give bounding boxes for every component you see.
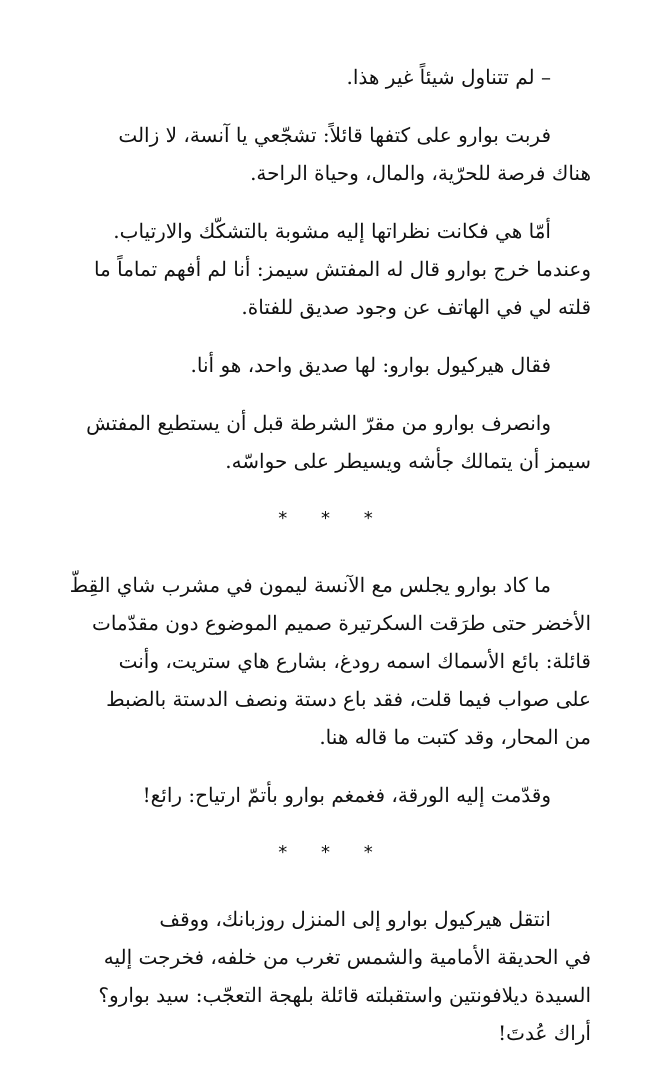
text-line: ما كاد بوارو يجلس مع الآنسة ليمون في مشرب شاي القِطّ [69, 573, 551, 597]
paragraph-6 [60, 566, 591, 756]
paragraph-3 [60, 212, 591, 326]
text-line: فربت بوارو على كتفها قائلاً: تشجّعي يا آنسة، لا زالت [118, 123, 551, 147]
section-separator: * * * [278, 508, 387, 529]
text-line: السيدة ديلافونتين واستقبلته قائلة بلهجة التعجّب: سيد بوارو؟ [98, 983, 591, 1007]
paragraph-8 [60, 900, 591, 1052]
text-line: من المحار، وقد كتبت ما قاله هنا. [319, 725, 591, 749]
text-line: فقال هيركيول بوارو: لها صديق واحد، هو أنا. [190, 353, 551, 377]
section-separator: * * * [278, 842, 387, 863]
text-line: أمّا هي فكانت نظراتها إليه مشوبة بالتشكّك والارتياب. [113, 219, 551, 243]
text-line: وقدّمت إليه الورقة، فغمغم بوارو بأتمّ ارتياح: رائع! [142, 783, 551, 807]
text-line: وانصرف بوارو من مقرّ الشرطة قبل أن يستطيع المفتش [86, 411, 551, 435]
text-line: سيمز أن يتمالك جأشه ويسيطر على حواسّه. [225, 449, 591, 473]
text-line: على صواب فيما قلت، فقد باع دستة ونصف الدستة بالضبط [106, 687, 591, 711]
text-line: قائلة: بائع الأسماك اسمه رودغ، بشارع هاي ستريت، وأنت [118, 649, 591, 673]
paragraph-2 [60, 116, 591, 192]
paragraph-1 [60, 58, 591, 96]
text-line: – لم تتناول شيئاً غير هذا. [346, 65, 551, 89]
text-line: في الحديقة الأمامية والشمس تغرب من خلفه، فخرجت إليه [103, 945, 591, 969]
text-line: الأخضر حتى طرَقت السكرتيرة صميم الموضوع دون مقدّمات [91, 611, 591, 635]
text-line: وعندما خرج بوارو قال له المفتش سيمز: أنا لم أفهم تماماً ما [93, 257, 591, 281]
paragraph-5 [60, 404, 591, 480]
text-line: انتقل هيركيول بوارو إلى المنزل روزبانك، ووقف [159, 907, 551, 931]
text-line: أراك عُدتَ! [498, 1021, 591, 1045]
text-line: هناك فرصة للحرّية، والمال، وحياة الراحة. [250, 161, 591, 185]
text-line: قلته لي في الهاتف عن وجود صديق للفتاة. [241, 295, 591, 319]
book-page [60, 58, 591, 1072]
paragraph-4 [60, 346, 591, 384]
paragraph-7 [60, 776, 591, 814]
